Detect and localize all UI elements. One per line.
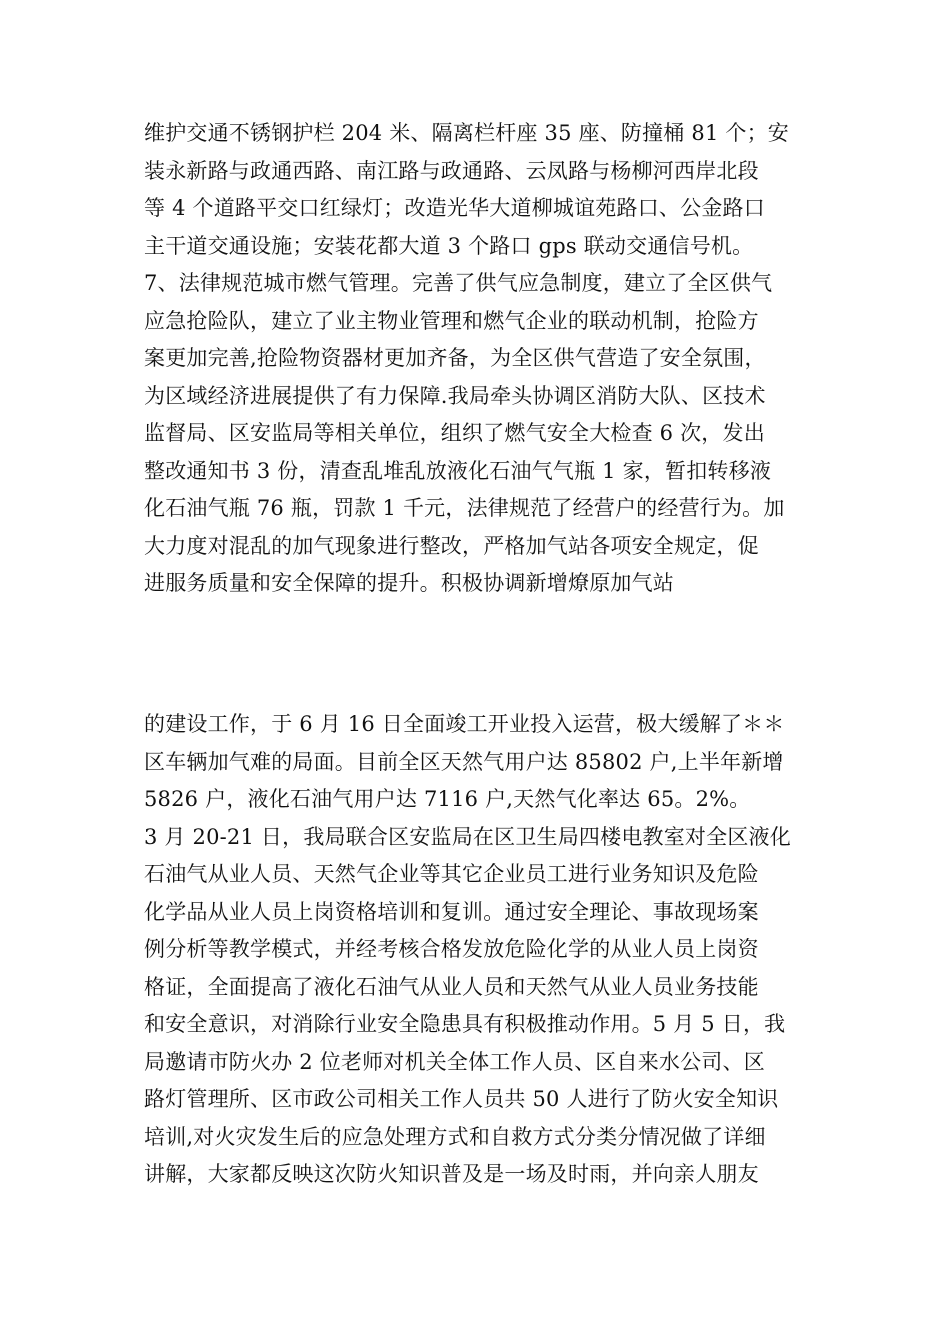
text-block-lower — [144, 706, 812, 1194]
text-line: 应急抢险队，建立了业主物业管理和燃气企业的联动机制，抢险方 — [144, 308, 759, 333]
text-line: 案更加完善,抢险物资器材更加齐备，为全区供气营造了安全氛围， — [144, 346, 766, 370]
text-line: 主干道交通设施；安装花都大道 3 个路口 gps 联动交通信号机。 — [144, 233, 754, 258]
text-line: 区车辆加气难的局面。目前全区天然气用户达 85802 户,上半年新增 — [144, 749, 784, 774]
text-line: 维护交通不锈钢护栏 204 米、隔离栏杆座 35 座、防撞桶 81 个；安 — [144, 121, 789, 145]
text-line: 例分析等教学模式，并经考核合格发放危险化学的从业人员上岗资 — [144, 937, 759, 961]
text-line: 培训,对火灾发生后的应急处理方式和自救方式分类分情况做了详细 — [144, 1124, 766, 1149]
text-line: 7、法律规范城市燃气管理。完善了供气应急制度，建立了全区供气 — [144, 271, 773, 295]
text-line: 化石油气瓶 76 瓶，罚款 1 千元，法律规范了经营户的经营行为。加 — [144, 496, 785, 520]
text-line: 装永新路与政通西路、南江路与政通路、云凤路与杨柳河西岸北段 — [144, 158, 759, 183]
text-block-upper — [144, 115, 812, 603]
text-line: 为区域经济进展提供了有力保障.我局牵头协调区消防大队、区技术 — [144, 383, 766, 408]
text-line: 格证，全面提高了液化石油气从业人员和天然气从业人员业务技能 — [144, 974, 759, 999]
text-line: 进服务质量和安全保障的提升。积极协调新增燎原加气站 — [144, 571, 674, 595]
text-line: 石油气从业人员、天然气企业等其它企业员工进行业务知识及危险 — [144, 862, 759, 886]
text-line: 的建设工作，于 6 月 16 日全面竣工开业投入运营，极大缓解了＊＊ — [144, 712, 785, 736]
text-line: 讲解，大家都反映这次防火知识普及是一场及时雨，并向亲人朋友 — [144, 1162, 759, 1186]
text-line: 3 月 20-21 日，我局联合区安监局在区卫生局四楼电教室对全区液化 — [144, 824, 791, 849]
text-line: 大力度对混乱的加气现象进行整改，严格加气站各项安全规定，促 — [144, 533, 759, 558]
text-line: 和安全意识，对消除行业安全隐患具有积极推动作用。5 月 5 日，我 — [144, 1012, 786, 1036]
text-line: 监督局、区安监局等相关单位，组织了燃气安全大检查 6 次，发出 — [144, 421, 765, 445]
text-line: 整改通知书 3 份，清查乱堆乱放液化石油气气瓶 1 家，暂扣转移液 — [144, 458, 772, 483]
text-line: 化学品从业人员上岗资格培训和复训。通过安全理论、事故现场案 — [144, 899, 759, 924]
text-line: 局邀请市防火办 2 位老师对机关全体工作人员、区自来水公司、区 — [144, 1049, 765, 1074]
text-line: 路灯管理所、区市政公司相关工作人员共 50 人进行了防火安全知识 — [144, 1087, 779, 1111]
text-line: 5826 户，液化石油气用户达 7116 户,天然气化率达 65。2%。 — [144, 787, 751, 811]
text-line: 等 4 个道路平交口红绿灯；改造光华大道柳城谊苑路口、公金路口 — [144, 196, 765, 220]
